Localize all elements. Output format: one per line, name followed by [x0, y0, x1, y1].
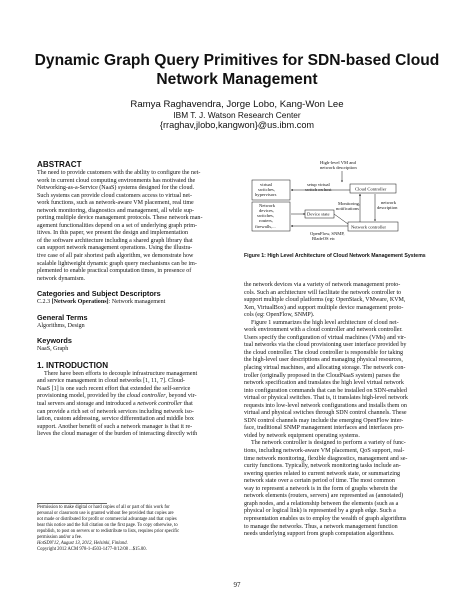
label-monitoring: Monitoring, — [338, 201, 361, 206]
label-high-level: High-level VM and — [320, 160, 356, 165]
intro-line-part: tual servers and storage and introduced a — [37, 401, 138, 408]
intro-line — [37, 401, 233, 409]
label-hypervisors: hypervisors — [255, 192, 277, 197]
text-line: cols. Such an architecture will facilitate the network controller to — [244, 289, 402, 296]
text-line: personal or classroom use is granted without fee provided that copies are — [37, 511, 174, 516]
text-line: support multiple cloud platforms (eg: OpenStack, VMware, KVM, — [244, 297, 406, 304]
text-line: tive case of all pair shortest path algorithm, we demonstrate how — [37, 253, 194, 260]
text-line: Figure 1 summarizes the high level architecture of cloud net- — [251, 319, 399, 326]
intro-line: lation, custom addressing, service differentiation and middle box — [37, 416, 194, 423]
text-line: to manage the networks. Thus, a network management function — [244, 523, 398, 530]
text-line: tual networks via the cloud provisioning user interface provided by — [244, 342, 407, 349]
text-line: itives. In this paper, we present the design and implementation — [37, 230, 189, 237]
text-line: The need to provide customers with the ability to configure the net- — [37, 170, 201, 176]
affiliation: IBM T. J. Watson Research Center — [173, 110, 301, 120]
label-routers: routers, — [259, 218, 273, 223]
text-line: Copyright 2012 ACM 978-1-4503-1477-0/12/08 ...$15.00. — [37, 547, 147, 552]
text-line: the network devices via a variety of network management proto- — [244, 282, 401, 288]
label-cloud-controller: Cloud Controller — [355, 186, 387, 192]
text-line: face, traditional SNMP management interfaces and interfaces pro- — [244, 425, 404, 432]
right-column — [244, 282, 449, 539]
text-line: network dynamism. — [37, 275, 86, 282]
label-switches: switches, — [258, 187, 275, 192]
text-line: work environment with a cloud controller and network controller. — [244, 327, 403, 334]
text-line: the cloud controller. The cloud controller is responsible for taking — [244, 349, 404, 356]
text-line: troller (originally proposed in the CloudNaaS system) parses the — [244, 372, 400, 379]
link-device-state — [334, 214, 348, 224]
text-line: plemented to enable practical computation times, in presence of — [37, 268, 192, 275]
general-terms-text: Algorithms, Design — [37, 322, 85, 329]
categories-bold: [Network Operations] — [51, 299, 109, 306]
text-line: HotSDN'12, August 13, 2012, Helsinki, Finland. — [37, 541, 128, 546]
figure-1 — [250, 158, 450, 255]
text-line: the high-level user descriptions and managing physical resources, — [244, 357, 403, 364]
text-line: virtual or physical switches. That is, it translates high-level network — [244, 395, 408, 402]
text-line: republish, to post on servers or to redistribute to lists, requires prior specific — [37, 529, 180, 534]
keywords-heading: Keywords — [37, 336, 72, 346]
text-line: scalable lightweight dynamic graph query mechanisms can be im- — [37, 260, 197, 267]
affiliation-block — [20, 110, 454, 130]
architecture-diagram — [250, 158, 450, 255]
keywords-text: NaaS, Graph — [37, 346, 69, 353]
text-line: tions, including network-aware VM placement, QoS support, real- — [244, 448, 405, 455]
text-line: porting multiple device management protocols. These network man- — [37, 215, 203, 222]
text-line: network specification and translates the high level virtual network — [244, 380, 404, 387]
text-line: needs underlying support from graph computation algorithms. — [244, 531, 395, 538]
intro-line: There have been efforts to decouple infrastructure management — [44, 370, 198, 377]
text-line: placing virtual machines, and allocating storage. The network con- — [244, 365, 406, 372]
label-network-controller: Network controller — [351, 224, 387, 230]
text-line: agement functionalities depend on a set of underlying graph prim- — [37, 222, 198, 229]
text-line: can support network management operations. Using the illustra- — [37, 245, 193, 252]
intro-line: lieves the cloud manager of the burden of interacting directly with — [37, 431, 198, 438]
categories-desc: : Network management — [108, 299, 166, 306]
intro-line — [37, 393, 233, 401]
paper-title-line-2: Network Management — [156, 71, 318, 88]
text-line: way to represent a network is in the form of graphs wherein the — [244, 485, 398, 492]
categories-text — [37, 299, 233, 307]
intro-line-part: that — [182, 401, 193, 408]
text-line: Networking-as-a-Service (NaaS) systems designed for the cloud. — [37, 185, 195, 192]
text-line: Permission to make digital or hard copies of all or part of this work for — [37, 505, 170, 510]
label-openflow: OpenFlow, SNMP, — [310, 231, 345, 236]
intro-line: and service management in cloud networks [1, 11, 7]. Cloud- — [37, 378, 185, 385]
label-switches-2: switches, — [257, 213, 274, 218]
text-line: graph nodes, and a relationship between the elements (such as a — [244, 500, 399, 507]
text-line: permission and/or a fee. — [37, 535, 83, 540]
text-line: The network controller is designed to perform a variety of func- — [251, 440, 406, 447]
text-line: Xen, VirtualBox) and support multiple device management proto- — [244, 304, 404, 311]
text-line: vided by network equipment operating systems. — [244, 432, 360, 439]
text-line: time network monitoring, flexible diagnostics, management and se- — [244, 455, 408, 462]
text-line: work functions, such as network-aware VM placement, real time — [37, 200, 194, 207]
intro-italic: cloud controller — [126, 393, 166, 400]
introduction-heading: 1. INTRODUCTION — [37, 360, 109, 370]
label-network-description: network description — [320, 165, 357, 170]
categories-heading: Categories and Subject Descriptors — [37, 289, 161, 299]
text-line: network monitoring, diagnostics and management, all while sup- — [37, 207, 195, 214]
paper-title-line-1: Dynamic Graph Query Primitives for SDN-based Cloud — [34, 52, 440, 69]
text-line: virtual and physical switches through SDN control channels. These — [244, 410, 407, 417]
text-line: network elements (routers, servers) are represented as (annotated) — [244, 493, 404, 500]
page-number: 97 — [233, 581, 241, 589]
caption-label: Figure 1: — [244, 253, 266, 259]
footnote-body — [37, 505, 233, 553]
intro-line-part: provisioning model, provided by the — [37, 393, 127, 400]
text-line: cols (eg: OpenFlow, SNMP). — [244, 312, 315, 319]
general-terms-heading: General Terms — [37, 312, 88, 322]
text-line: into configuration commands that can be installed on SDN-enabled — [244, 387, 407, 394]
categories-code: C.2.3 — [37, 299, 52, 306]
label-network-2: network — [381, 200, 397, 205]
authors: Ramya Raghavendra, Jorge Lobo, Kang-Won Lee — [130, 99, 344, 110]
text-line: work in current cloud computing environments has motivated the — [37, 177, 196, 184]
label-device-state: Device state — [307, 211, 330, 217]
emails: {rraghav,jlobo,kangwon}@us.ibm.com — [159, 120, 315, 130]
text-line: swering queries related to current network state, or summarizing — [244, 470, 400, 477]
figure-caption — [244, 253, 449, 259]
footnote-rule — [37, 503, 107, 504]
text-line: SDN control channels may include the emerging OpenFlow inter- — [244, 417, 404, 424]
text-line: curity functions. Typically, network monitoring tasks include an- — [244, 463, 401, 470]
text-line: of the software architecture including a shared graph library that — [37, 237, 193, 244]
text-line: physical or logical link) is represented by a graph edge. Such a — [244, 508, 396, 515]
paper-title — [20, 51, 454, 89]
text-line: Such systems can provide cloud customers access to virtual net- — [37, 192, 192, 199]
intro-line: support. Another benefit of such a network manager is that it re- — [37, 423, 193, 430]
caption-text: High Level Architecture of Cloud Network Management Systems — [265, 253, 426, 259]
text-line: bear this notice and the full citation on the first page. To copy otherwise, to — [37, 523, 178, 528]
intro-line: can provide a rich set of network services including network iso- — [37, 408, 194, 415]
text-line: Users specify the configuration of virtual machines (VMs) and vir- — [244, 334, 406, 341]
abstract-heading: ABSTRACT — [37, 160, 82, 169]
intro-line-part: , beyond vir- — [165, 393, 197, 400]
text-line: representation enables us to employ the wealth of graph algorithms — [244, 515, 407, 522]
text-line: network state over a certain period of time. The most common — [244, 478, 395, 485]
label-bladeos: BladeOS etc — [312, 236, 336, 241]
label-network: Network — [259, 203, 276, 208]
label-description: description — [377, 205, 398, 210]
intro-line: NaaS [1] is one such recent effort that extended the self-service — [37, 385, 191, 392]
label-switch-on-host: switch on host — [305, 187, 332, 192]
label-notifications: notifications — [336, 206, 359, 211]
introduction-body — [37, 371, 233, 439]
left-column — [37, 159, 233, 439]
text-line: not made or distributed for profit or commercial advantage and that copies — [37, 517, 177, 522]
text-line: requests into low-level network configurations and installs them on — [244, 402, 407, 409]
copyright-footnote — [37, 503, 233, 553]
abstract-body — [37, 170, 233, 283]
label-firewalls: firewalls,... — [255, 224, 276, 229]
intro-italic: network controller — [137, 401, 183, 408]
label-virtual: virtual — [260, 182, 272, 187]
label-devices: devices, — [259, 208, 274, 213]
label-setup-virtual: setup virtual — [307, 182, 330, 187]
